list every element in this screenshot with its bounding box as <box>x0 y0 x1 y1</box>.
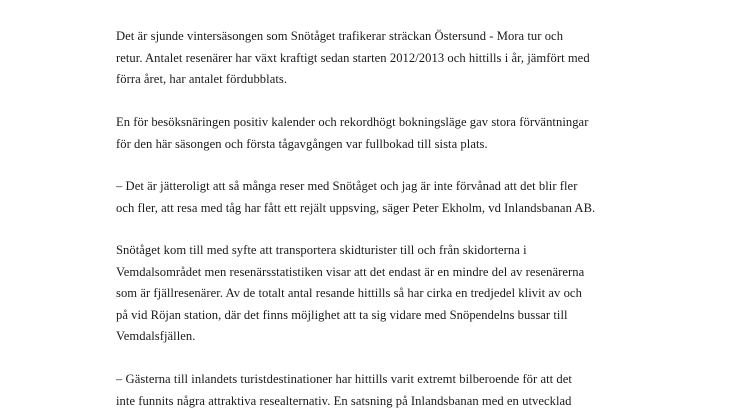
paragraph-calendar-bookings <box>116 112 588 155</box>
text-line: – Gästerna till inlandets turistdestinationer har hittills varit extremt bilberoende för att det <box>116 372 572 386</box>
text-line: retur. Antalet resenärer har växt kraftigt sedan starten 2012/2013 och hittills i år, jämfört med <box>116 50 590 65</box>
paragraph-season-intro <box>116 26 590 91</box>
text-line: Snötåget kom till med syfte att transportera skidturister till och från skidorterna i <box>116 243 527 257</box>
paragraph-ski-tourists <box>116 240 584 348</box>
text-line: Vemdalsfjällen. <box>116 329 196 343</box>
text-line: och fler, att resa med tåg har fått ett rejält uppsving, säger Peter Ekholm, vd Inlandsbanan AB. <box>116 200 596 215</box>
text-line: förra året, har antalet fördubblats. <box>116 72 288 86</box>
text-line: – Det är jätteroligt att så många reser med Snötåget och jag är inte förvånad att det blir fler <box>116 179 578 193</box>
text-line: på vid Röjan station, där det finns möjlighet att ta sig vidare med Snöpendelns bussar till <box>116 307 568 322</box>
text-line: som är fjällresenärer. Av de totalt antal resande hittills så har cirka en tredjedel klivit av och <box>116 286 582 300</box>
text-line: En för besöksnäringen positiv kalender och rekordhögt bokningsläge gav stora förväntningar <box>116 115 589 129</box>
paragraph-quote-ekholm <box>116 176 595 219</box>
text-line: inte funnits några attraktiva resealternativ. En satsning på Inlandsbanan med en utvecklad <box>116 393 572 408</box>
text-line: för den här säsongen och första tågavgången var fullbokad till sista plats. <box>116 136 488 151</box>
paragraph-guests-car-dependent <box>116 369 572 412</box>
text-line: Vemdalsområdet men resenärsstatistiken visar att det endast är en mindre del av resenärerna <box>116 264 585 279</box>
text-line: Det är sjunde vintersäsongen som Snötåget trafikerar sträckan Östersund - Mora tur och <box>116 29 564 43</box>
